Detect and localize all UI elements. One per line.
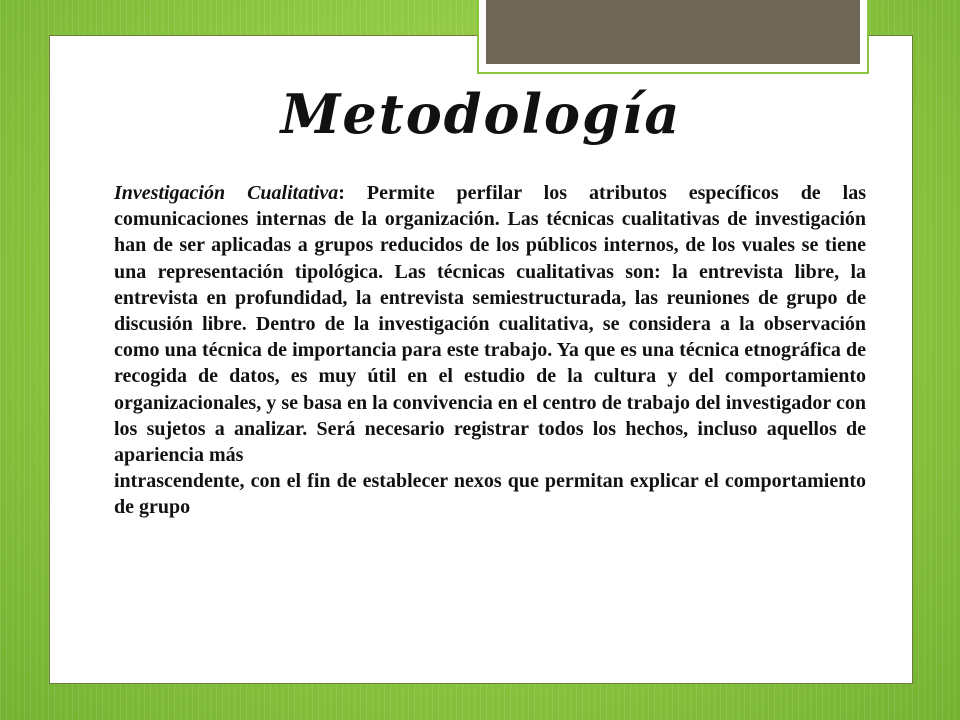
paragraph-1-text: : Permite perfilar los atributos específicos de las comunicaciones internas de la organización. Las técnicas cualitativas de investigación han de ser aplicadas a grupos reducidos de los públicos internos, de los vuales se tiene una representación tipológica. Las técnicas cualitativas son: la entrevista libre, la entrevista en profundidad, la entrevista semiestructurada, las reuniones de grupo de discusión libre. Dentro de la investigación cualitativa, se considera a la observación como una técnica de importancia para este trabajo. Ya que es una técnica etnográfica de recogida de datos, es muy útil en el estudio de la cultura y del comportamiento organizacionales, y se basa en la convivencia en el centro de trabajo del investigador con los sujetos a analizar. Será necesario registrar todos los hechos, incluso aquellos de apariencia más (114, 182, 866, 467)
slide-body (114, 180, 866, 521)
paragraph-1 (114, 180, 866, 468)
slide-title: Metodología (280, 82, 682, 146)
decorative-tab (486, 0, 860, 64)
paragraph-2: intrascendente, con el fin de establecer nexos que permitan explicar el comportamiento de grupo (114, 470, 866, 519)
lead-term: Investigación Cualitativa (114, 182, 339, 204)
